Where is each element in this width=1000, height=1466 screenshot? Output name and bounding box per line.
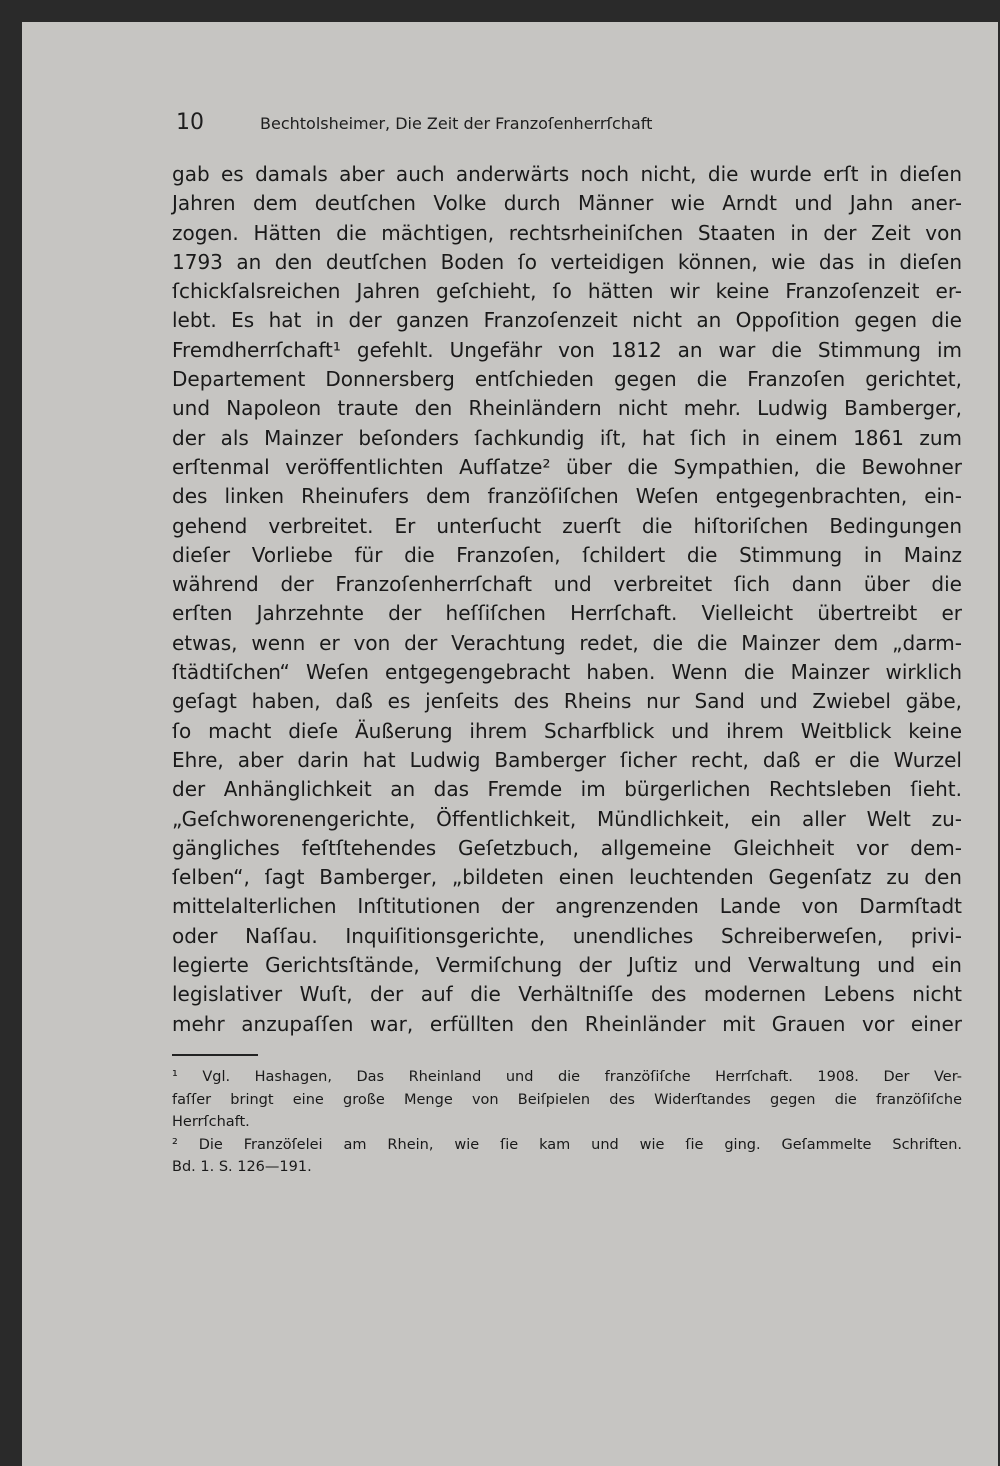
text-line: legislativer Wuſt, der auf die Verhältniſſe des modernen Lebens nicht bbox=[172, 982, 962, 1007]
text-line: etwas, wenn er von der Verachtung redet, die die Mainzer dem „darm- bbox=[172, 630, 962, 655]
text-line: des linken Rheinufers dem franzöſiſchen Weſen entgegenbrachten, ein- bbox=[172, 484, 962, 509]
text-line: erſtenmal veröffentlichten Aufſatze² über die Sympathien, die Bewohner bbox=[172, 454, 962, 479]
text-line: legierte Gerichtsſtände, Vermiſchung der Juſtiz und Verwaltung und ein bbox=[172, 953, 962, 978]
text-line: lebt. Es hat in der ganzen Franzoſenzeit nicht an Oppoſition gegen die bbox=[172, 308, 962, 333]
text-line: „Geſchworenengerichte, Öffentlichkeit, Mündlichkeit, ein aller Welt zu- bbox=[172, 806, 962, 831]
text-line: Ehre, aber darin hat Ludwig Bamberger ſicher recht, daß er die Wurzel bbox=[172, 747, 962, 772]
text-line: geſagt haben, daß es jenſeits des Rheins nur Sand und Zwiebel gäbe, bbox=[172, 689, 962, 714]
page-header bbox=[176, 106, 776, 146]
text-line: während der Franzoſenherrſchaft und verbreitet ſich dann über die bbox=[172, 572, 962, 597]
text-line: oder Naſſau. Inquiſitionsgerichte, unendliches Schreiberweſen, privi- bbox=[172, 923, 962, 948]
footnote-divider bbox=[172, 1054, 258, 1056]
text-line: mittelalterlichen Inſtitutionen der angrenzenden Lande von Darmſtadt bbox=[172, 894, 962, 919]
text-line: Departement Donnersberg entſchieden gegen die Franzoſen gerichtet, bbox=[172, 367, 962, 392]
text-line: ſelben“, ſagt Bamberger, „bildeten einen leuchtenden Gegenſatz zu den bbox=[172, 865, 962, 890]
text-line: dieſer Vorliebe für die Franzoſen, ſchildert die Stimmung in Mainz bbox=[172, 542, 962, 567]
text-line: ſo macht dieſe Äußerung ihrem Scharfblick und ihrem Weitblick keine bbox=[172, 718, 962, 743]
footnote-line: Bd. 1. S. 126—191. bbox=[172, 1159, 312, 1175]
footnote-line: Herrſchaft. bbox=[172, 1114, 250, 1130]
footnote-line: ² Die Franzöſelei am Rhein, wie ſie kam und wie ſie ging. Geſammelte Schriften. bbox=[172, 1136, 962, 1153]
running-title: Bechtolsheimer, Die Zeit der Franzoſenherrſchaft bbox=[260, 114, 653, 133]
text-line: der als Mainzer beſonders ſachkundig iſt, hat ſich in einem 1861 zum bbox=[172, 425, 962, 450]
body-text bbox=[172, 160, 962, 1039]
text-line: gehend verbreitet. Er unterſucht zuerſt die hiſtoriſchen Bedingungen bbox=[172, 513, 962, 538]
text-line: der Anhänglichkeit an das Fremde im bürgerlichen Rechtsleben ſieht. bbox=[172, 777, 962, 802]
text-line: mehr anzupaſſen war, erfüllten den Rheinländer mit Grauen vor einer bbox=[172, 1011, 962, 1036]
text-line: Fremdherrſchaft¹ gefehlt. Ungefähr von 1812 an war die Stimmung im bbox=[172, 337, 962, 362]
text-line: und Napoleon traute den Rheinländern nicht mehr. Ludwig Bamberger, bbox=[172, 396, 962, 421]
text-line: gab es damals aber auch anderwärts noch nicht, die wurde erſt in dieſen bbox=[172, 162, 962, 186]
text-line: gängliches feſtſtehendes Geſetzbuch, allgemeine Gleichheit vor dem- bbox=[172, 835, 962, 860]
page-number: 10 bbox=[176, 110, 204, 135]
footnote-line: faſſer bringt eine große Menge von Beiſpielen des Widerſtandes gegen die franzöſiſche bbox=[172, 1091, 962, 1108]
text-line: zogen. Hätten die mächtigen, rechtsrheiniſchen Staaten in der Zeit von bbox=[172, 220, 962, 245]
text-line: 1793 an den deutſchen Boden ſo verteidigen können, wie das in dieſen bbox=[172, 249, 962, 274]
text-line: Jahren dem deutſchen Volke durch Männer wie Arndt und Jahn aner- bbox=[172, 191, 962, 216]
footnote-line: ¹ Vgl. Hashagen, Das Rheinland und die franzöſiſche Herrſchaft. 1908. Der Ver- bbox=[172, 1069, 962, 1085]
text-line: ſtädtiſchen“ Weſen entgegengebracht haben. Wenn die Mainzer wirklich bbox=[172, 660, 962, 685]
footnotes bbox=[172, 1066, 962, 1179]
text-line: ſchickſalsreichen Jahren geſchieht, ſo hätten wir keine Franzoſenzeit er- bbox=[172, 279, 962, 304]
text-line: erſten Jahrzehnte der heſſiſchen Herrſchaft. Vielleicht übertreibt er bbox=[172, 601, 962, 626]
